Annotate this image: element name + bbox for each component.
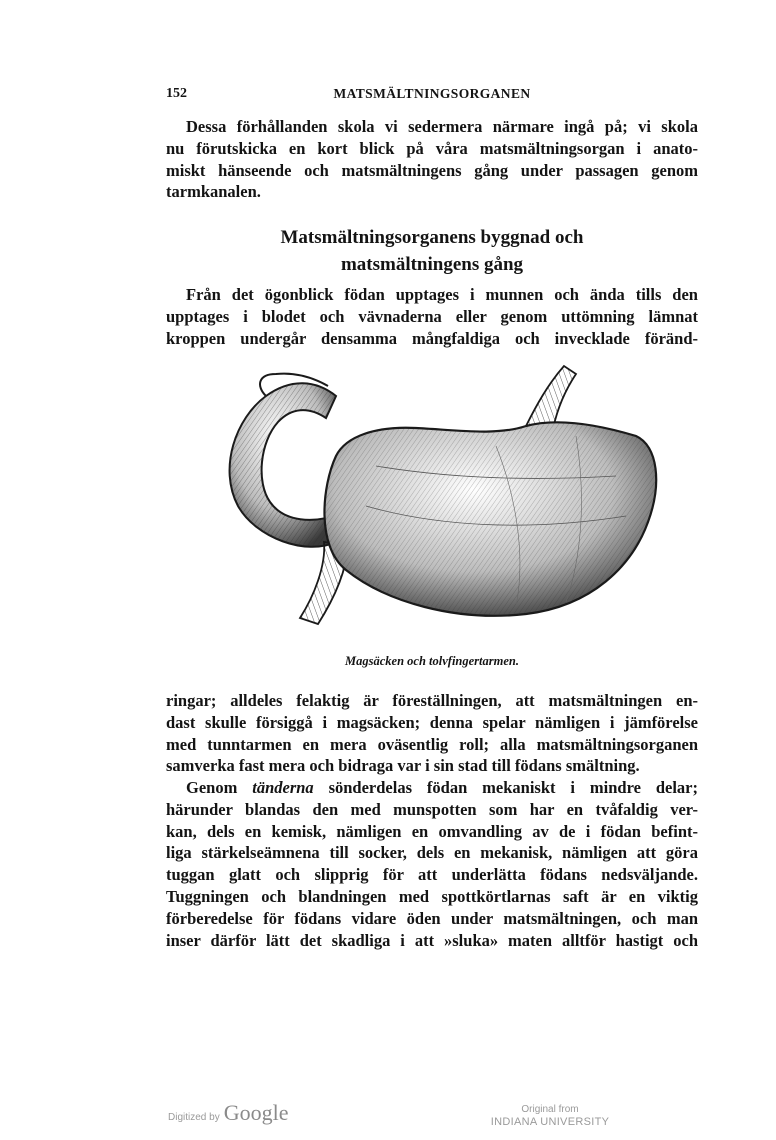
- text-line: kroppen undergår densamma mångfaldiga och invecklade föränd-: [166, 328, 698, 348]
- text-line: miskt hänseende och matsmältningens gång under passagen genom: [166, 160, 698, 180]
- paragraph-3: [166, 777, 698, 951]
- text-line: tuggan glatt och slipprig för att underlätta födans nedsväljande.: [166, 865, 698, 885]
- text-line: dast skulle försiggå i magsäcken; denna spelar nämligen i jämförelse: [166, 712, 698, 732]
- text-line: nu förutskicka en kort blick på våra matsmältningsorgan i anato-: [166, 138, 698, 158]
- paragraph-1: [166, 284, 698, 349]
- original-from-label: Original from: [521, 1104, 579, 1115]
- page-number: 152: [166, 86, 187, 101]
- text-fragment: sönderdelas födan mekaniskt i mindre delar;: [313, 778, 698, 797]
- text-line: kan, dels en kemisk, nämligen en omvandling av de i födan befint-: [166, 821, 698, 841]
- text-line: förberedelse för födans vidare öden under matsmältningen, och man: [166, 908, 698, 928]
- text-line: med tunntarmen en mera oväsentlig roll; alla matsmältningsorganen: [166, 734, 698, 754]
- text-line: Dessa förhållanden skola vi sedermera närmare ingå på; vi skola: [186, 117, 698, 136]
- text-line: [166, 777, 698, 799]
- digitized-by-watermark: [168, 1100, 288, 1126]
- page-header: [166, 86, 698, 106]
- original-source-watermark: [470, 1104, 630, 1128]
- text-line: liga stärkelseämnena till socker, dels en mekanisk, nämligen att göra: [166, 843, 698, 863]
- section-heading-line-1: Matsmältningsorganens byggnad och: [280, 227, 584, 248]
- section-heading: [166, 224, 698, 278]
- digitized-by-label: Digitized by: [168, 1112, 220, 1123]
- text-line: upptages i blodet och vävnaderna eller genom uttömning lämnat: [166, 306, 698, 326]
- emphasized-term: tänderna: [252, 778, 314, 797]
- paragraph-2: [166, 690, 698, 777]
- text-line: inser därför lätt det skadliga i att »sluka» maten alltför hastigt och: [166, 930, 698, 950]
- text-line: Från det ögonblick födan upptages i munnen och ända tills den: [186, 285, 698, 304]
- text-line: härunder blandas den med munspotten som har en tvåfaldig ver-: [166, 799, 698, 819]
- university-label: INDIANA UNIVERSITY: [490, 1116, 610, 1128]
- figure-caption: Magsäcken och tolvfingertarmen.: [345, 654, 519, 668]
- google-logo: Google: [223, 1100, 289, 1125]
- text-line: Tuggningen och blandningen med spottkörtlarnas saft är en viktig: [166, 886, 698, 906]
- text-line: samverka fast mera och bidraga var i sin stad till födans smältning.: [166, 756, 640, 776]
- section-heading-line-2: matsmältningens gång: [340, 254, 524, 275]
- text-line: ringar; alldeles felaktig är föreställningen, att matsmältningen en-: [166, 691, 698, 710]
- text-fragment: Genom: [186, 778, 253, 797]
- stomach-illustration: [196, 356, 666, 646]
- intro-paragraph: [166, 116, 698, 203]
- text-line: tarmkanalen.: [166, 182, 261, 202]
- running-head: MATSMÄLTNINGSORGANEN: [333, 86, 531, 101]
